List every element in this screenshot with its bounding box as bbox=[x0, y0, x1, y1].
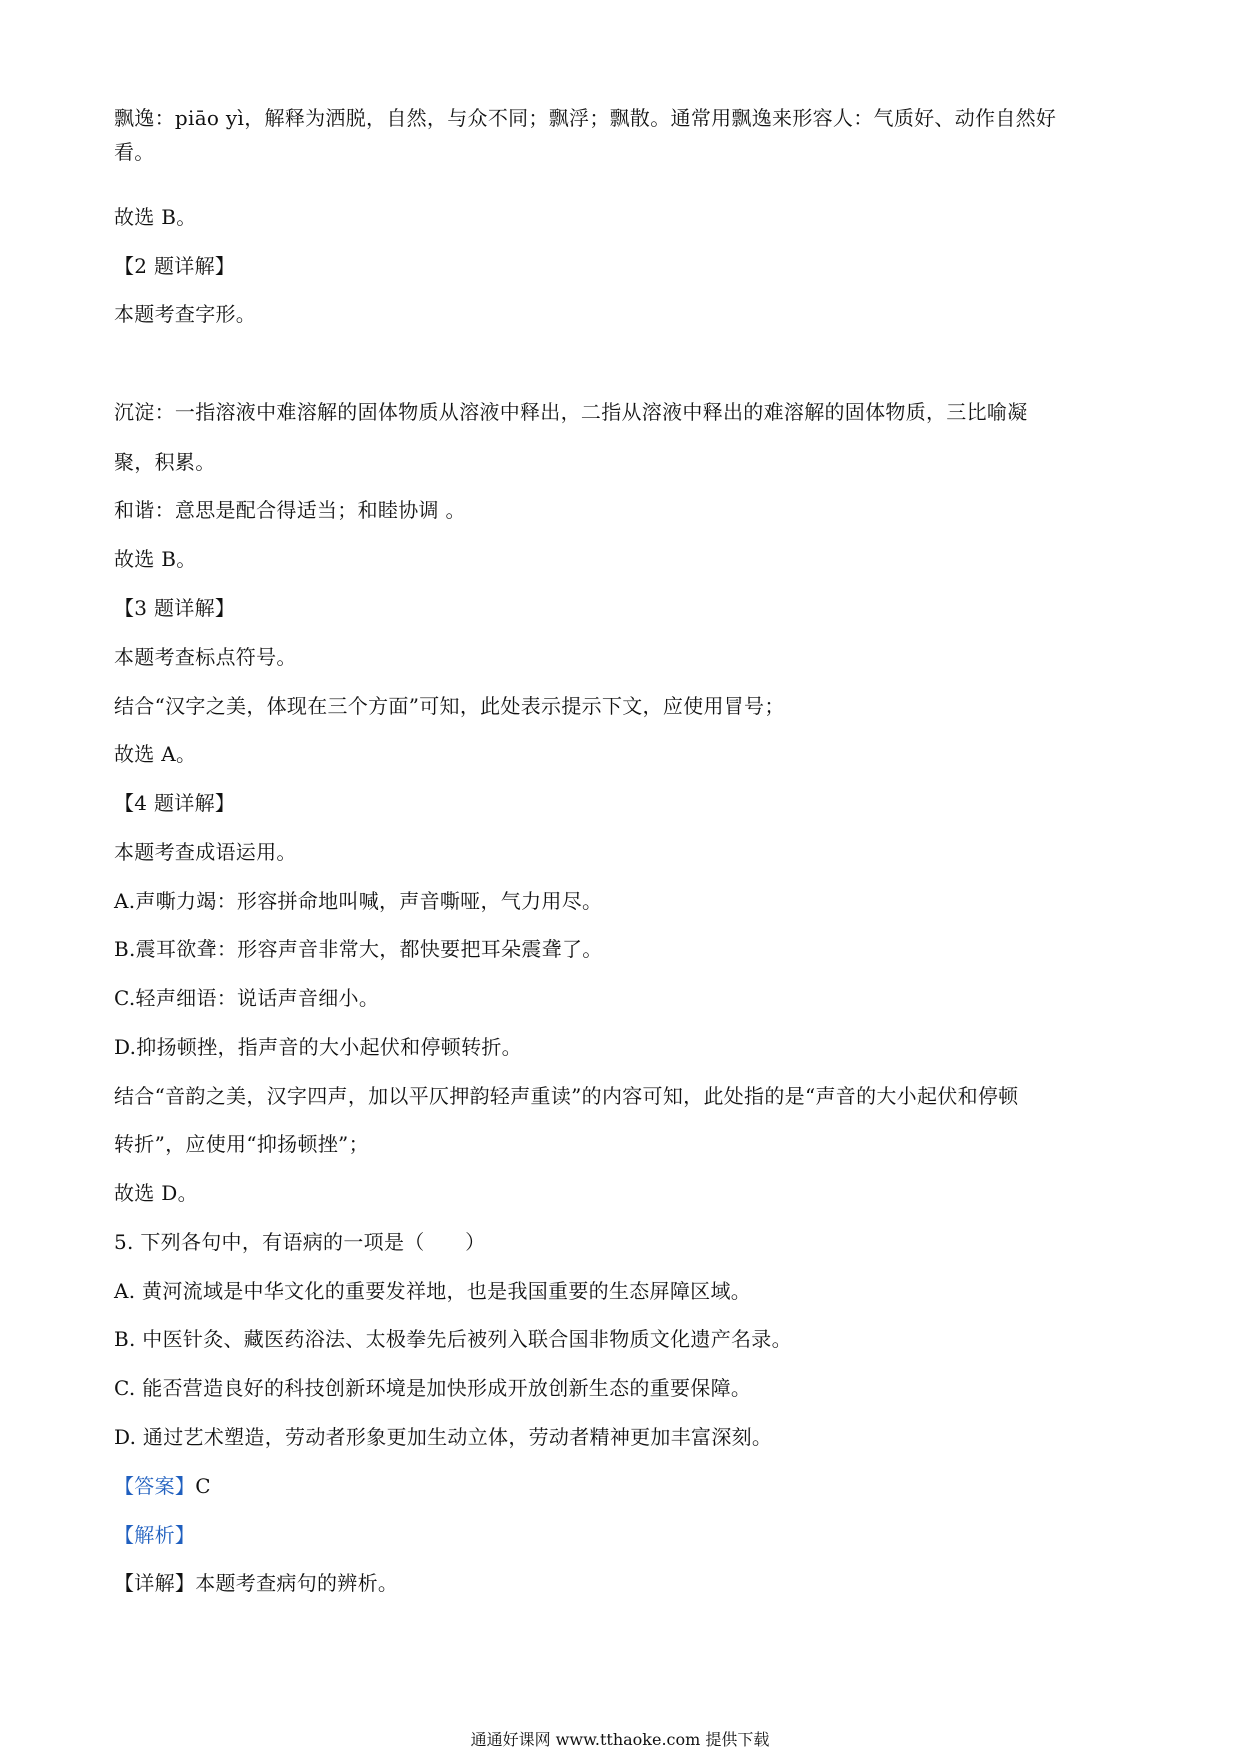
section-heading: 【4 题详解】 bbox=[114, 791, 236, 815]
detail-line bbox=[114, 1569, 398, 1597]
option-line: D. 通过艺术塑造，劳动者形象更加生动立体，劳动者精神更加丰富深刻。 bbox=[114, 1425, 773, 1449]
text-line: 本题考查字形。 bbox=[114, 302, 257, 326]
option-line: B. 中医针灸、藏医药浴法、太极拳先后被列入联合国非物质文化遗产名录。 bbox=[114, 1327, 792, 1351]
detail-tag: 【详解】 bbox=[114, 1571, 196, 1595]
answer-line bbox=[114, 1472, 211, 1500]
question-stem: 5. 下列各句中，有语病的一项是（ ） bbox=[114, 1230, 486, 1254]
text-line: 结合“音韵之美，汉字四声，加以平仄押韵轻声重读”的内容可知，此处指的是“声音的大小起伏和停顿 bbox=[114, 1084, 1019, 1108]
section-heading: 【3 题详解】 bbox=[114, 596, 236, 620]
option-line: C. 能否营造良好的科技创新环境是加快形成开放创新生态的重要保障。 bbox=[114, 1376, 752, 1400]
option-line: B.震耳欲聋：形容声音非常大，都快要把耳朵震聋了。 bbox=[114, 937, 603, 961]
section-heading: 【2 题详解】 bbox=[114, 254, 236, 278]
page-footer: 通通好课网 www.tthaoke.com 提供下载 bbox=[470, 1730, 770, 1749]
option-line: A.声嘶力竭：形容拼命地叫喊，声音嘶哑，气力用尽。 bbox=[114, 889, 603, 913]
answer-tag: 【答案】 bbox=[114, 1474, 196, 1498]
text-line: 故选 B。 bbox=[114, 205, 197, 229]
text-line: 故选 A。 bbox=[114, 742, 197, 766]
text-line: 结合“汉字之美，体现在三个方面”可知，此处表示提示下文，应使用冒号； bbox=[114, 694, 785, 718]
text-line: 故选 B。 bbox=[114, 547, 197, 571]
text-line: 和谐：意思是配合得适当；和睦协调 。 bbox=[114, 498, 466, 522]
option-line: D.抑扬顿挫，指声音的大小起伏和停顿转折。 bbox=[114, 1035, 522, 1059]
text-line: 故选 D。 bbox=[114, 1181, 198, 1205]
detail-text: 本题考查病句的辨析。 bbox=[195, 1571, 399, 1595]
answer-value: C bbox=[195, 1474, 211, 1498]
text-line: 沉淀：一指溶液中难溶解的固体物质从溶液中释出，二指从溶液中释出的难溶解的固体物质，三比喻凝 bbox=[114, 400, 1028, 424]
text-line: 本题考查标点符号。 bbox=[114, 645, 297, 669]
option-line: C.轻声细语：说话声音细小。 bbox=[114, 986, 380, 1010]
analysis-tag: 【解析】 bbox=[114, 1523, 196, 1547]
text-line: 聚，积累。 bbox=[114, 450, 216, 474]
text-line: 本题考查成语运用。 bbox=[114, 840, 297, 864]
text-line: 转折”，应使用“抑扬顿挫”； bbox=[114, 1132, 369, 1156]
text-line: 看。 bbox=[114, 140, 155, 164]
option-line: A. 黄河流域是中华文化的重要发祥地，也是我国重要的生态屏障区域。 bbox=[114, 1279, 752, 1303]
text-line: 飘逸：piāo yì，解释为洒脱，自然，与众不同；飘浮；飘散。通常用飘逸来形容人：气质好、动作自然好 bbox=[114, 106, 1057, 130]
